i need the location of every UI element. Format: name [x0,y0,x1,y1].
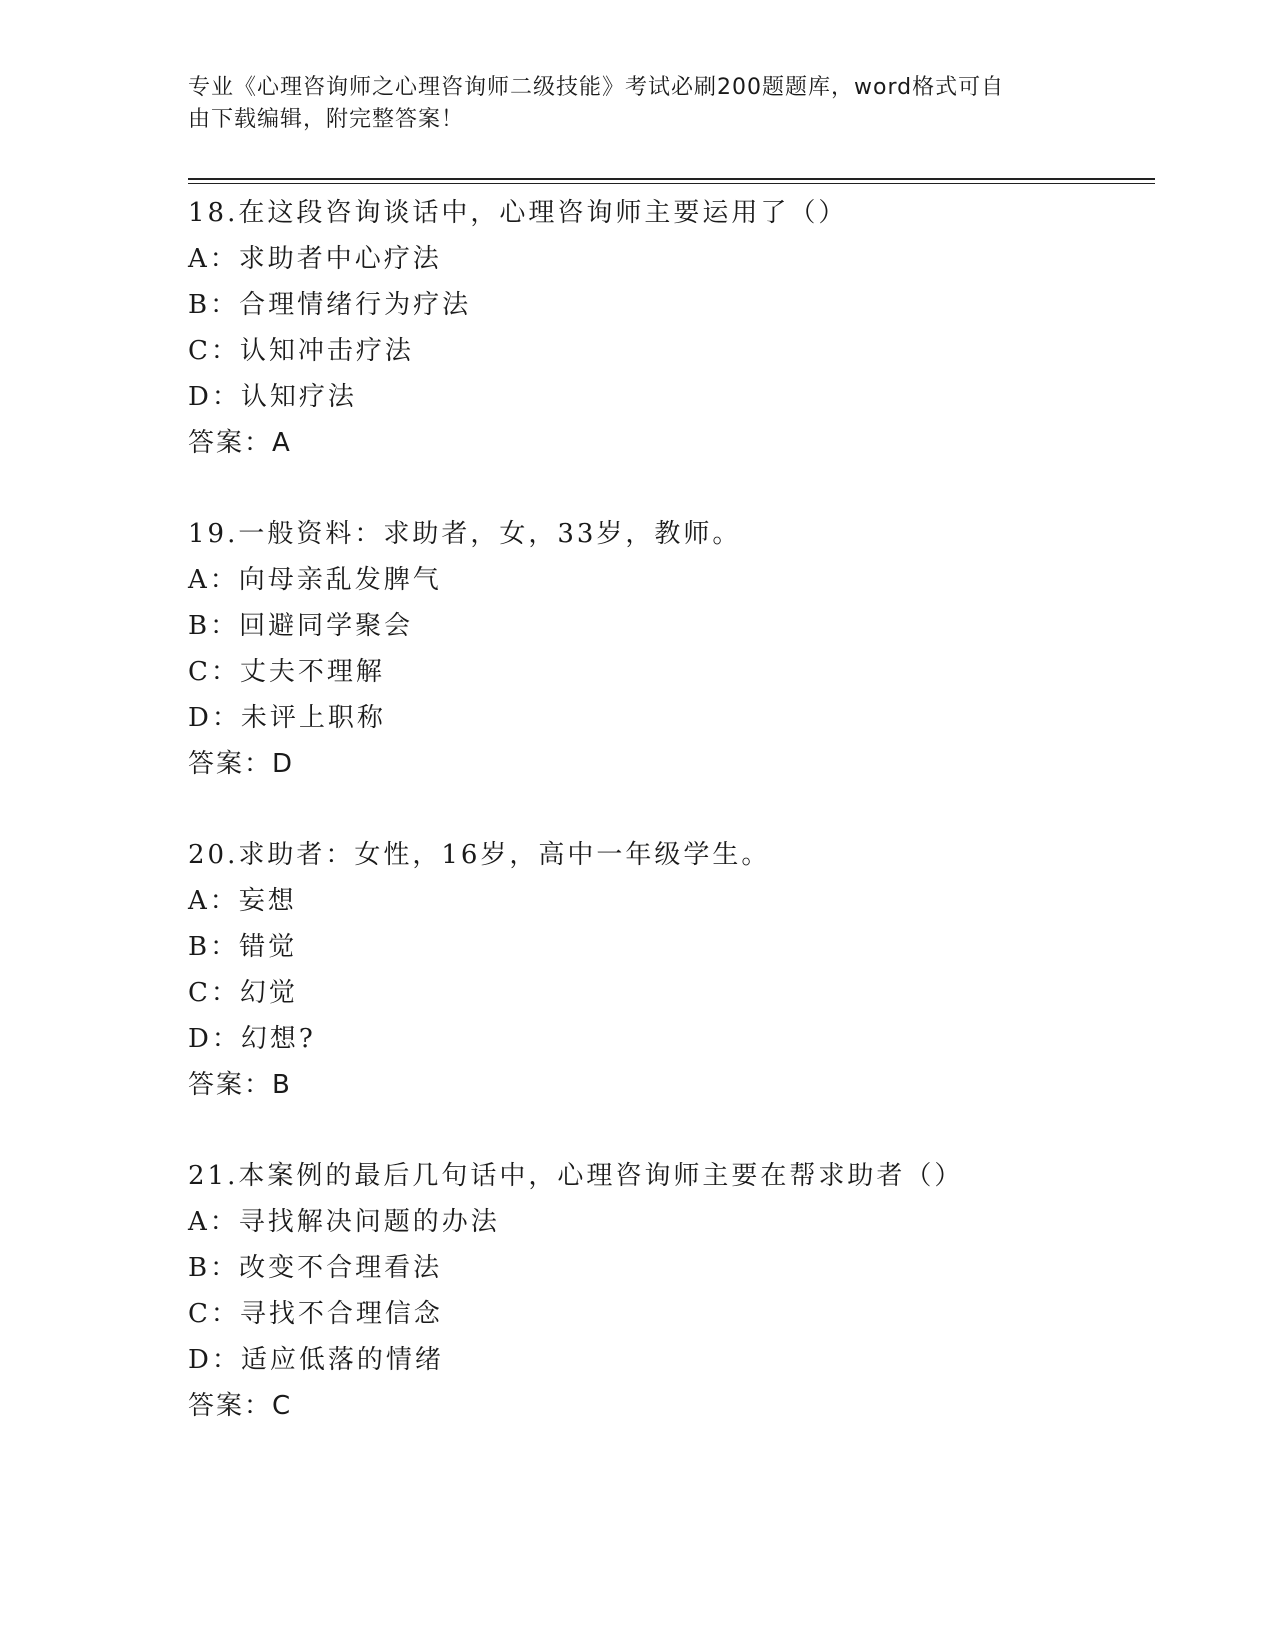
question-stem: 21.本案例的最后几句话中，心理咨询师主要在帮求助者（） [188,1161,964,1191]
option-c: C：认知冲击疗法 [188,336,414,366]
option-b: B：改变不合理看法 [188,1253,443,1283]
header-rule-thick [188,178,1155,180]
option-d: D：幻想? [188,1024,316,1054]
answer-key: 答案：B [188,1070,292,1100]
answer-key: 答案：C [188,1391,293,1421]
intro-line-1: 专业《心理咨询师之心理咨询师二级技能》考试必刷200题题库，word格式可自 [188,75,1005,100]
question-18 [188,190,1148,466]
document-intro [188,72,1088,136]
option-d: D：认知疗法 [188,382,357,412]
intro-line-2: 由下载编辑，附完整答案！ [188,107,465,132]
question-stem: 19.一般资料：求助者，女，33岁，教师。 [188,519,742,549]
option-a: A：寻找解决问题的办法 [188,1207,500,1237]
header-rule-thin [188,183,1155,184]
question-20 [188,832,1148,1108]
question-stem: 20.求助者：女性，16岁，高中一年级学生。 [188,840,771,870]
option-c: C：幻觉 [188,978,298,1008]
option-a: A：向母亲乱发脾气 [188,565,442,595]
option-c: C：寻找不合理信念 [188,1299,443,1329]
question-21 [188,1153,1148,1429]
option-b: B：合理情绪行为疗法 [188,290,472,320]
answer-key: 答案：A [188,428,292,458]
option-c: C：丈夫不理解 [188,657,385,687]
answer-key: 答案：D [188,749,295,779]
option-b: B：错觉 [188,932,298,962]
question-19 [188,511,1148,787]
option-a: A：求助者中心疗法 [188,244,442,274]
question-list [188,190,1148,1474]
option-d: D：适应低落的情绪 [188,1345,444,1375]
option-d: D：未评上职称 [188,703,386,733]
question-stem: 18.在这段咨询谈话中，心理咨询师主要运用了（） [188,198,848,228]
option-a: A：妄想 [188,886,297,916]
option-b: B：回避同学聚会 [188,611,414,641]
